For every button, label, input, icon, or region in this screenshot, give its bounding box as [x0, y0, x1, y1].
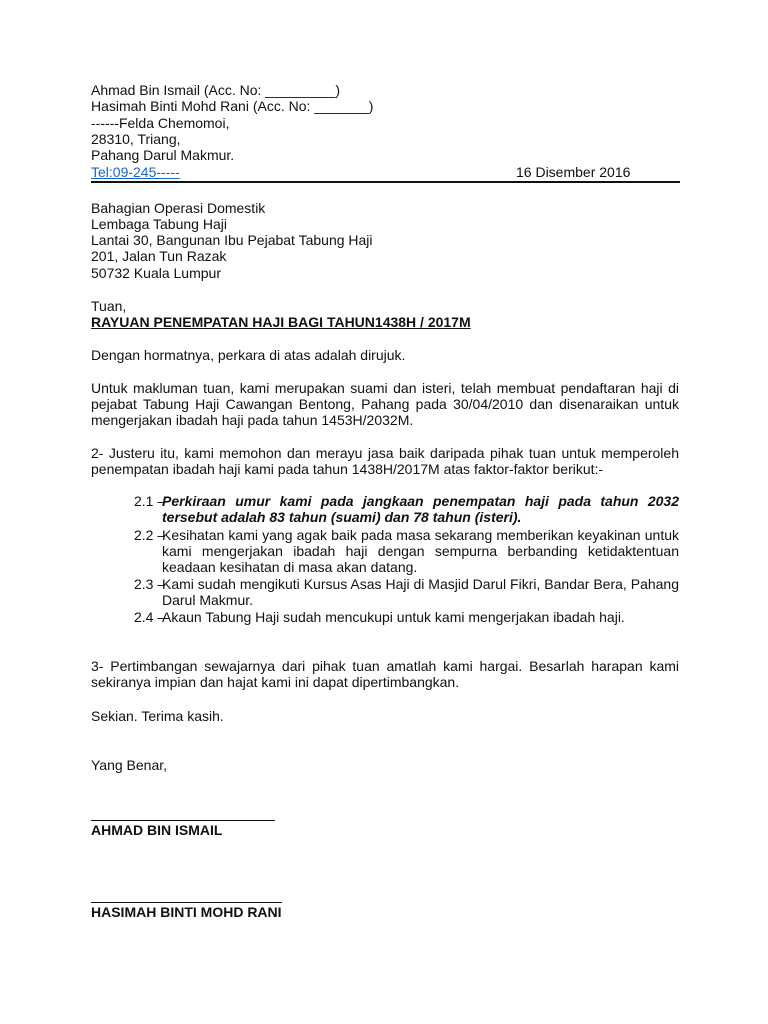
list-item-number: 2.4 – [134, 609, 166, 625]
sender-name-2: Hasimah Binti Mohd Rani (Acc. No: _______) [91, 98, 374, 114]
list-item-number: 2.2 – [134, 527, 166, 543]
sender-address-2: 28310, Triang, [91, 131, 181, 147]
paragraph-3: 3- Pertimbangan sewajarnya dari pihak tuan amatlah kami hargai. Besarlah harapan kami sekiranya impian dan hajat kami ini dapat dipertimbangkan. [91, 658, 679, 690]
signature-line-1 [91, 820, 275, 821]
recipient-line-5: 50732 Kuala Lumpur [91, 265, 221, 281]
sender-address-1: ------Felda Chemomoi, [91, 115, 230, 131]
recipient-line-1: Bahagian Operasi Domestik [91, 200, 266, 216]
sender-tel-link[interactable]: Tel:09-245----- [91, 164, 180, 180]
signatory-name-1: AHMAD BIN ISMAIL [91, 822, 223, 838]
letter-date: 16 Disember 2016 [516, 164, 631, 180]
letter-subject: RAYUAN PENEMPATAN HAJI BAGI TAHUN1438H / 2017M [91, 314, 471, 330]
closing-thanks: Sekian. Terima kasih. [91, 708, 224, 724]
signature-line-2 [91, 902, 282, 903]
list-item-text: Kami sudah mengikuti Kursus Asas Haji di Masjid Darul Fikri, Bandar Bera, Pahang Darul Makmur. [162, 576, 679, 608]
list-item-2-3 [134, 576, 679, 608]
list-item-2-2 [134, 527, 679, 575]
signatory-name-2: HASIMAH BINTI MOHD RANI [91, 904, 282, 920]
salutation: Tuan, [91, 298, 127, 314]
list-item-2-1 [134, 493, 679, 525]
list-item-2-4 [134, 609, 679, 625]
header-divider [91, 181, 680, 183]
sender-address-3: Pahang Darul Makmur. [91, 147, 235, 163]
closing-sign-off: Yang Benar, [91, 757, 168, 773]
recipient-line-2: Lembaga Tabung Haji [91, 216, 227, 232]
recipient-line-3: Lantai 30, Bangunan Ibu Pejabat Tabung Haji [91, 232, 373, 248]
list-item-text: Kesihatan kami yang agak baik pada masa sekarang memberikan keyakinan untuk kami mengerjakan ibadah haji dengan sempurna berbanding ketidaktentuan keadaan kesihatan di masa akan datang. [162, 527, 679, 575]
list-item-text: Akaun Tabung Haji sudah mencukupi untuk kami mengerjakan ibadah haji. [162, 609, 625, 625]
list-item-number: 2.3 – [134, 576, 166, 592]
opening-paragraph: Dengan hormatnya, perkara di atas adalah dirujuk. [91, 347, 406, 363]
paragraph-1: Untuk makluman tuan, kami merupakan suami dan isteri, telah membuat pendaftaran haji di pejabat Tabung Haji Cawangan Bentong, Pahang pada 30/04/2010 dan disenaraikan untuk mengerjakan ibadah haji pada tahun 1453H/2032M. [91, 380, 679, 428]
list-item-text: Perkiraan umur kami pada jangkaan penempatan haji pada tahun 2032 tersebut adalah 83 tahun (suami) dan 78 tahun (isteri). [162, 493, 679, 525]
list-item-number: 2.1 – [134, 493, 166, 509]
paragraph-2: 2- Justeru itu, kami memohon dan merayu jasa baik daripada pihak tuan untuk memperoleh penempatan ibadah haji kami pada tahun 1438H/2017M atas faktor-faktor berikut:- [91, 445, 679, 477]
recipient-line-4: 201, Jalan Tun Razak [91, 248, 227, 264]
sender-name-1: Ahmad Bin Ismail (Acc. No: _________) [91, 82, 341, 98]
